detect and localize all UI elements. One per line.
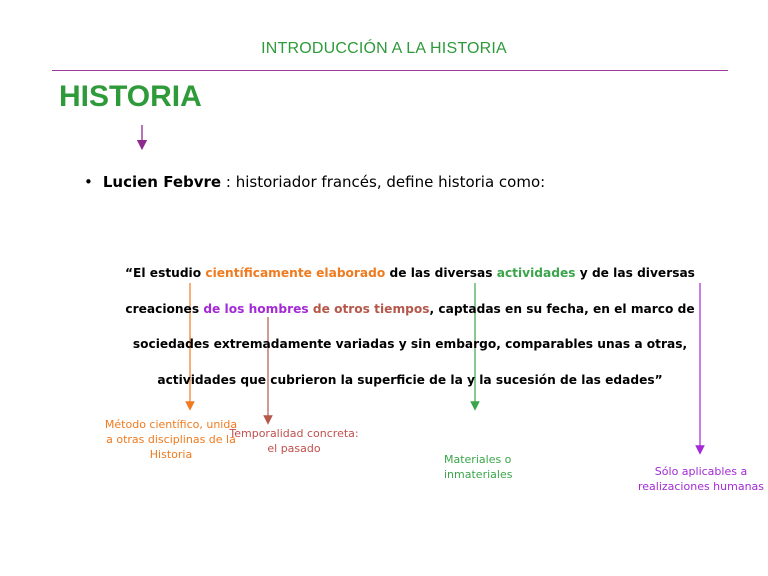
note-metodo: Método científico, unida a otras disciplinas de la Historia [104,418,238,461]
page-title: HISTORIA [59,80,202,113]
author-name: Lucien Febvre [102,173,222,191]
bullet-text: : historiador francés, define historia como: [221,173,546,191]
quote-highlight-actividades: actividades [496,266,576,280]
bullet-definition [84,173,545,191]
febvre-quote [96,256,724,398]
note-materiales: Materiales o inmateriales [444,453,513,481]
quote-part-3: de las diversas [385,266,497,280]
quote-highlight-hombres: de los hombres [203,301,309,316]
quote-highlight-tiempos: de otros tiempos [308,301,430,316]
quote-part-5: y de las diversas creaciones [125,266,695,316]
quote-part-1: “El estudio [125,266,206,280]
header-title: INTRODUCCIÓN A LA HISTORIA [261,40,507,57]
quote-part-8: , captadas en su fecha, en el marco de sociedades extremadamente variadas y sin embargo, comparables unas a otras, actividades que cubrieron la superficie de la y la sucesión de las edades” [132,301,695,387]
note-solo-humanas: Sólo aplicables a realizaciones humanas [637,465,765,493]
note-temporalidad: Temporalidad concreta: el pasado [229,427,359,455]
quote-highlight-cientifico: científicamente elaborado [205,266,386,280]
bullet-icon: • [84,173,93,191]
